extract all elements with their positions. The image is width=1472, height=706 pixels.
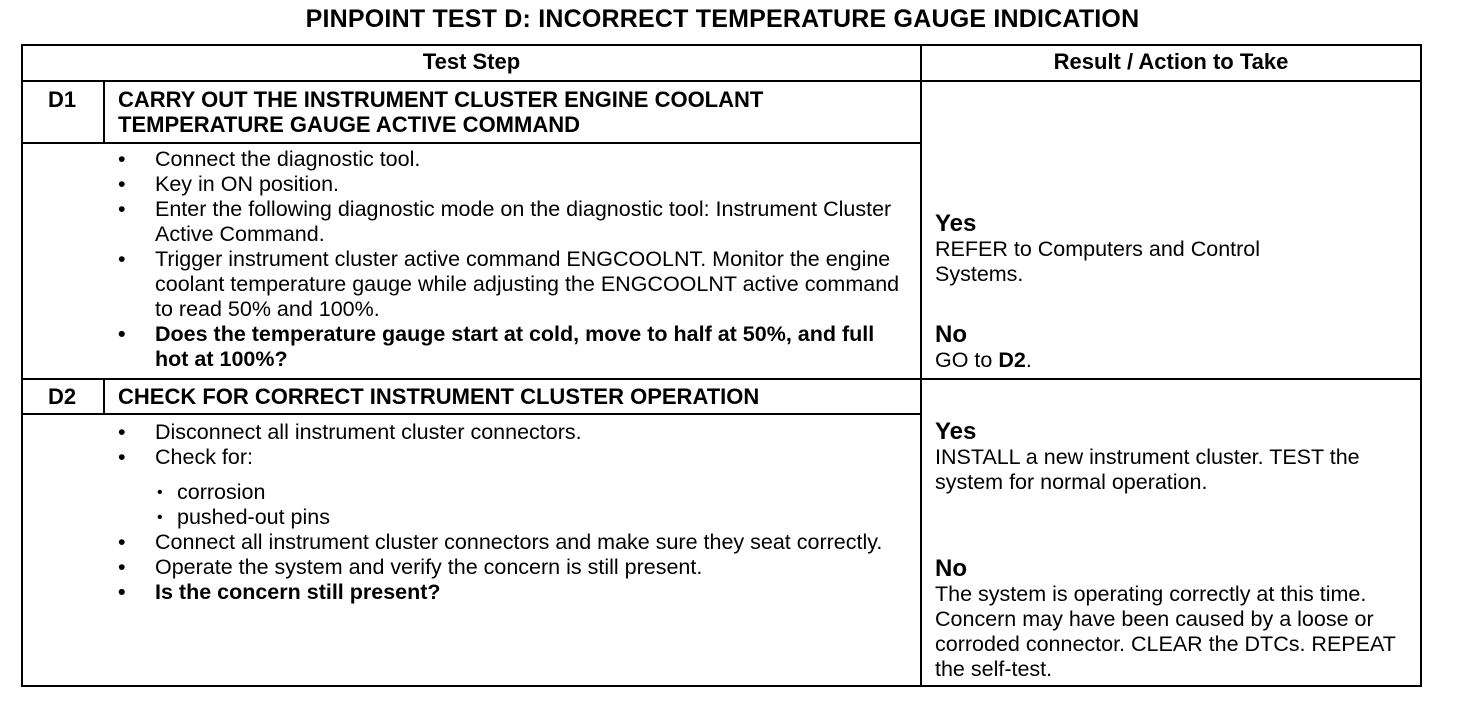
d1-title-divider <box>21 142 921 144</box>
list-item: • Disconnect all instrument cluster connectors. <box>118 420 908 445</box>
d1-question: • Does the temperature gauge start at cold, move to half at 50%, and full hot at 100%? <box>118 322 908 372</box>
step-id-d1: D1 <box>47 87 77 112</box>
list-item: • Key in ON position. <box>118 172 908 197</box>
d1-yes-text: REFER to Computers and Control Systems. <box>935 237 1261 286</box>
list-item: • Connect all instrument cluster connectors and make sure they seat correctly. <box>118 530 908 555</box>
d1-d2-divider <box>21 378 1422 380</box>
column-divider <box>920 44 922 687</box>
d1-no-label: No <box>935 321 967 348</box>
d1-no-end: . <box>1025 348 1032 372</box>
header-divider <box>21 80 1422 82</box>
d1-yes-result <box>935 211 1420 287</box>
header-test-step: Test Step <box>422 49 521 74</box>
d1-no-ref: D2 <box>998 348 1026 372</box>
sub-list-item: • pushed-out pins <box>155 505 908 530</box>
step-title-d1-line2: TEMPERATURE GAUGE ACTIVE COMMAND <box>118 112 580 137</box>
step-title-d1-line1: CARRY OUT THE INSTRUMENT CLUSTER ENGINE COOLANT <box>118 87 764 112</box>
d1-instructions <box>118 147 908 372</box>
d2-instructions <box>118 420 908 605</box>
d2-yes-result <box>935 419 1420 495</box>
d1-yes-label: Yes <box>935 210 977 237</box>
d1-no-result <box>935 322 1420 373</box>
d1-no-text <box>935 348 1420 373</box>
list-item-text: Check for: <box>155 445 253 469</box>
d2-no-text: The system is operating correctly at this time. Concern may have been caused by a loose or corroded connector. CLEAR the DTCs. REPEAT the self-test. <box>935 582 1396 681</box>
sub-list-item: • corrosion <box>155 480 908 505</box>
step-id-d2: D2 <box>47 384 77 409</box>
list-item: • Operate the system and verify the concern is still present. <box>118 555 908 580</box>
d2-id-divider <box>103 378 105 414</box>
d2-check-sublist <box>118 480 908 530</box>
page-title: PINPOINT TEST D: INCORRECT TEMPERATURE GAUGE INDICATION <box>305 5 1140 33</box>
list-item: • Connect the diagnostic tool. <box>118 147 908 172</box>
d2-yes-text: INSTALL a new instrument cluster. TEST the system for normal operation. <box>935 445 1360 494</box>
step-title-d2: CHECK FOR CORRECT INSTRUMENT CLUSTER OPERATION <box>118 384 760 409</box>
d2-question: • Is the concern still present? <box>118 580 908 605</box>
d1-id-divider <box>103 80 105 143</box>
d1-no-action: GO to <box>935 348 999 372</box>
d2-yes-label: Yes <box>935 418 977 445</box>
step-title-d1 <box>118 87 908 137</box>
list-item: • Trigger instrument cluster active command ENGCOOLNT. Monitor the engine coolant temperature gauge while adjusting the ENGCOOLNT active command to read 50% and 100%. <box>118 247 908 322</box>
list-item: • Enter the following diagnostic mode on the diagnostic tool: Instrument Cluster Active Command. <box>118 197 908 247</box>
list-item <box>118 445 908 530</box>
header-result: Result / Action to Take <box>1053 49 1289 74</box>
d2-no-label: No <box>935 555 967 582</box>
d2-title-divider <box>21 413 921 415</box>
d2-no-result <box>935 556 1420 682</box>
